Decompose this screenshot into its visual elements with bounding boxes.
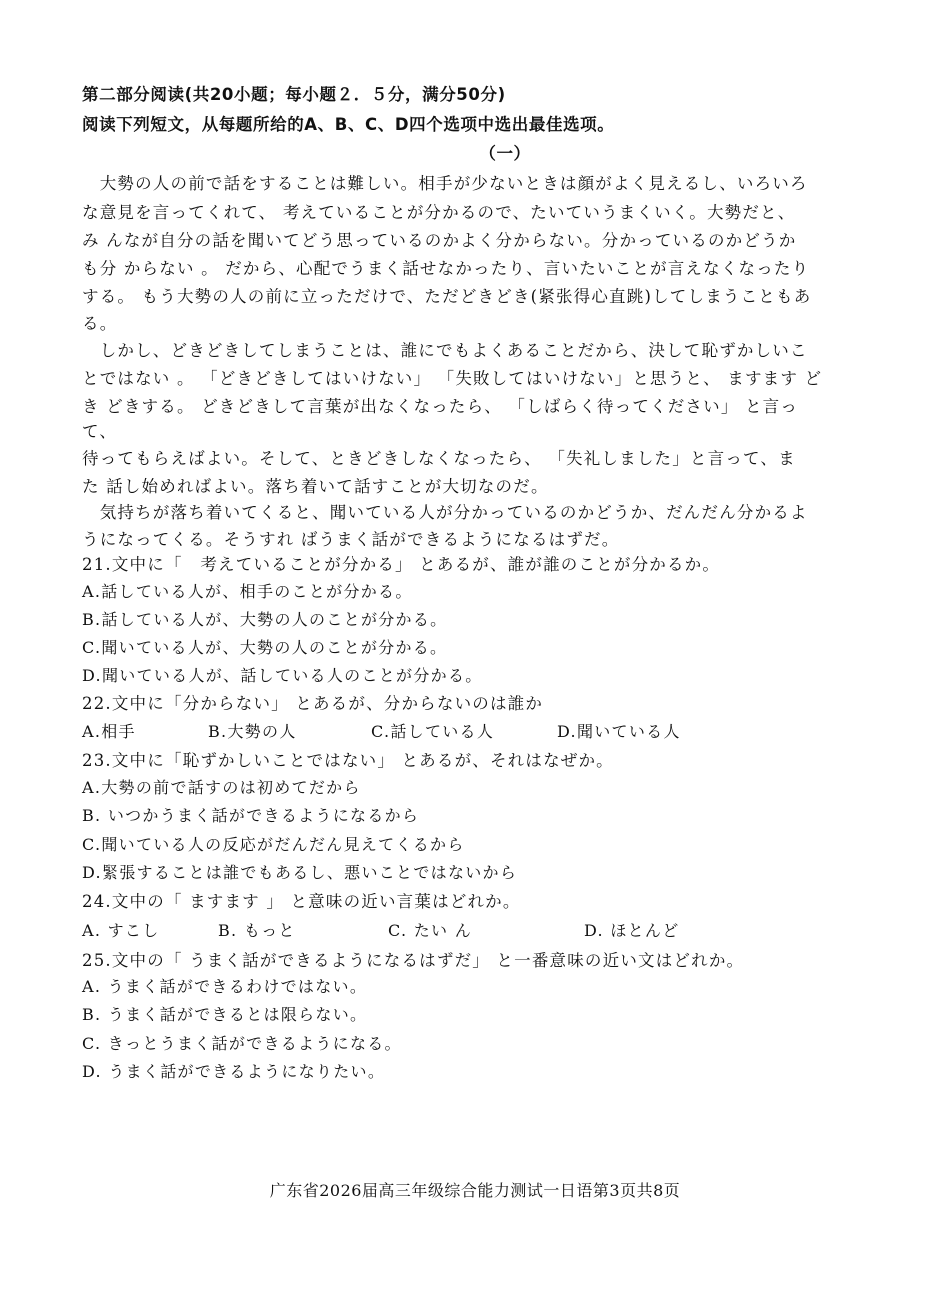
question-stem: 23.文中に「恥ずかしいことではない」 とあるが、それはなぜか。 — [82, 751, 614, 770]
option-b: B. うまく話ができるとは限らない。 — [82, 1005, 368, 1024]
option-row — [82, 918, 890, 944]
option-c: C.聞いている人が、大勢の人のことが分かる。 — [82, 638, 448, 657]
option-a: A.相手 — [82, 722, 136, 741]
passage-line: 待ってもらえばよい。そして、ときどきしなくなったら、 「失礼しました」と言って、ま — [82, 449, 796, 468]
passage-line: うになってくる。そうすれ ばうまく話ができるようになるはずだ。 — [82, 530, 620, 549]
option-d: D.聞いている人が、話している人のことが分かる。 — [82, 666, 483, 685]
option-a: A.話している人が、相手のことが分かる。 — [82, 582, 413, 601]
passage-line: 大勢の人の前で話をすることは難しい。相手が少ないときは顔がよく見えるし、いろいろ — [82, 174, 808, 193]
option-d: D.聞いている人 — [557, 722, 681, 741]
passage-line: する。 もう大勢の人の前に立っただけで、ただどきどき(紧张得心直跳)してしまうこともあ — [82, 287, 812, 306]
option-b: B.話している人が、大勢の人のことが分かる。 — [82, 610, 448, 629]
passage-line: て、 — [82, 422, 118, 441]
passage-line: き どきする。 どきどきして言葉が出なくなったら、 「しばらく待ってください」 と言っ — [82, 397, 799, 416]
passage-line: な意見を言ってくれて、 考えていることが分かるので、たいていうまくいく。大勢だと、 — [82, 203, 796, 222]
option-a: A.大勢の前で話すのは初めてだから — [82, 778, 361, 797]
page-footer: 广东省2026届高三年级综合能力测试一日语第3页共8页 — [269, 1181, 681, 1200]
passage-line: る。 — [82, 314, 118, 333]
passage-line: 気持ちが落ち着いてくると、聞いている人が分かっているのかどうか、だんだん分かるよ — [82, 503, 808, 522]
passage-line: も分 からない 。 だから、心配でうまく話せなかったり、言いたいことが言えなくなったり — [82, 259, 810, 278]
option-d: D. ほとんど — [584, 921, 680, 940]
question-stem: 24.文中の「 ますます 」 と意味の近い言葉はどれか。 — [82, 892, 521, 911]
question-stem: 21.文中に「 考えていることが分かる」 とあるが、誰が誰のことが分かるか。 — [82, 555, 721, 574]
section-title: 第二部分阅读(共20小题；每小题２．５分，满分50分) — [82, 85, 506, 104]
option-row — [82, 719, 890, 745]
option-b: B. もっと — [218, 921, 296, 940]
option-b: B. いつかうまく話ができるようになるから — [82, 806, 420, 825]
option-d: D.緊張することは誰でもあるし、悪いことではないから — [82, 863, 518, 882]
passage-line: しかし、どきどきしてしまうことは、誰にでもよくあることだから、決して恥ずかしいこ — [82, 341, 808, 360]
option-b: B.大勢の人 — [208, 722, 297, 741]
option-c: C.話している人 — [371, 722, 495, 741]
question-stem: 22.文中に「分からない」 とあるが、分からないのは誰か — [82, 694, 544, 713]
option-c: C. たい ん — [388, 921, 473, 940]
instruction: 阅读下列短文，从每题所给的A、B、C、D四个选项中选出最佳选项。 — [82, 115, 615, 134]
option-c: C.聞いている人の反応がだんだん見えてくるから — [82, 835, 465, 854]
passage-line: とではない 。 「どきどきしてはいけない」 「失敗してはいけない」と思うと、 ますます ど — [82, 369, 823, 388]
option-a: A. うまく話ができるわけではない。 — [82, 977, 368, 996]
option-c: C. きっとうまく話ができるようになる。 — [82, 1034, 402, 1053]
option-d: D. うまく話ができるようになりたい。 — [82, 1062, 386, 1081]
question-stem: 25.文中の「 うまく話ができるようになるはずだ」 と一番意味の近い文はどれか。 — [82, 951, 745, 970]
passage-number: （一） — [479, 144, 531, 163]
passage-line: み んなが自分の話を聞いてどう思っているのかよく分からない。分かっているのかどうか — [82, 231, 797, 250]
passage-line: た 話し始めればよい。落ち着いて話すことが大切なのだ。 — [82, 477, 549, 496]
option-a: A. すこし — [82, 921, 160, 940]
